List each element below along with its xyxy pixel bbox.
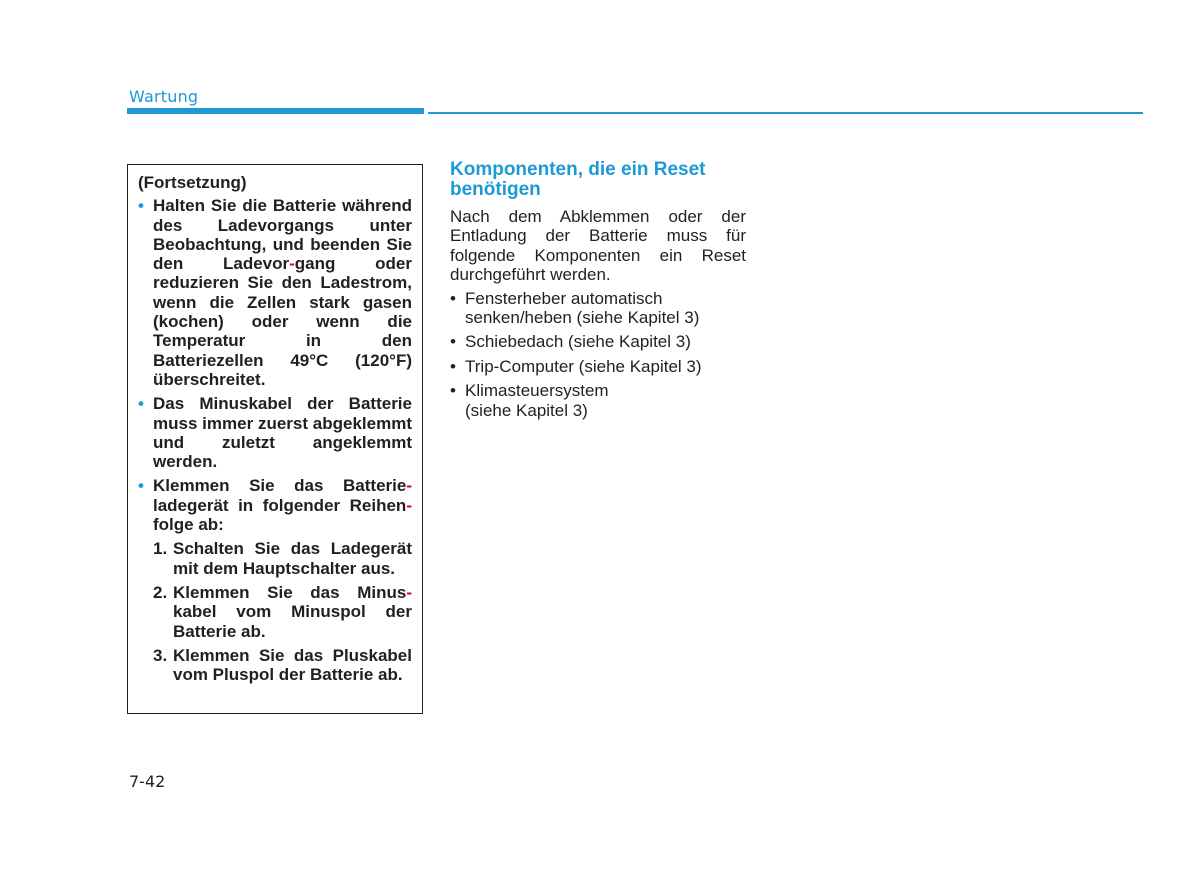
item-line: • Fensterheber automatisch	[465, 288, 663, 308]
section-label: Wartung	[129, 87, 199, 106]
reset-intro: Nach dem Abklemmen oder der Entladung der Batterie muss für folgende Komponenten ein Reset durchgeführt werden.	[450, 207, 746, 285]
warning-bullet-list	[138, 196, 412, 534]
hyphen-mark: -	[406, 476, 412, 496]
bullet-text-post: gang oder reduzieren Sie den Ladestrom, wenn die Zellen stark gasen (kochen) oder wenn die Temperatur in den Batteriezellen 49°C (120°F) überschreitet.	[153, 254, 412, 389]
hyphen-mark: -	[406, 582, 412, 602]
item-line: senken/heben (siehe Kapitel 3)	[465, 308, 700, 328]
bullet-text-l3: folge ab:	[153, 515, 224, 535]
heading-line: Komponenten, die ein Reset	[450, 159, 706, 180]
item-line: • Trip-Computer (siehe Kapitel 3)	[465, 356, 702, 376]
item-line: (siehe Kapitel 3)	[465, 400, 588, 420]
bullet-text: Das Minuskabel der Batterie muss immer zuerst abgeklemmt und zuletzt angeklemmt werden.	[153, 394, 412, 472]
step-item	[153, 539, 412, 578]
warning-bullet-negative-cable	[138, 394, 412, 471]
step-number: 3.	[153, 645, 168, 665]
page-number: 7-42	[129, 772, 166, 791]
step-number: 1.	[153, 539, 168, 559]
bullet-text-l1: Klemmen Sie das Batterie	[153, 476, 407, 496]
reset-item	[450, 381, 746, 420]
reset-section	[450, 160, 746, 425]
reset-heading	[450, 160, 746, 200]
step-text: Schalten Sie das Ladegerät mit dem Hauptschalter aus.	[173, 539, 412, 578]
bullet-text-pre: Halten Sie die Batterie während des Ladevorgangs unter Beobachtung, und beenden Sie den Ladevor	[153, 196, 412, 274]
disconnect-steps	[138, 539, 412, 684]
hyphen-mark: -	[406, 495, 412, 515]
warning-bullet-monitor-charging	[138, 196, 412, 389]
heading-line: benötigen	[450, 179, 541, 200]
header-rule-thin	[428, 112, 1143, 114]
reset-component-list	[450, 289, 746, 420]
reset-item	[450, 289, 746, 328]
item-line: • Klimasteuersystem	[465, 381, 609, 401]
warning-bullet-disconnect-charger	[138, 476, 412, 534]
step-text: Klemmen Sie das Pluskabel vom Pluspol der Batterie ab.	[173, 645, 412, 685]
continuation-label: (Fortsetzung)	[138, 173, 247, 192]
header-rule-thick	[127, 108, 424, 114]
step-item	[153, 646, 412, 685]
step-item	[153, 583, 412, 641]
step-text-post: kabel vom Minuspol der Batterie ab.	[173, 602, 412, 641]
reset-item	[450, 332, 746, 351]
warning-box	[127, 164, 423, 714]
step-number: 2.	[153, 582, 168, 602]
item-line: • Schiebedach (siehe Kapitel 3)	[465, 332, 691, 352]
step-text-pre: Klemmen Sie das Minus	[173, 582, 407, 602]
hyphen-mark: -	[289, 254, 295, 274]
reset-item	[450, 357, 746, 376]
bullet-text-l2: ladegerät in folgender Reihen	[153, 495, 407, 515]
